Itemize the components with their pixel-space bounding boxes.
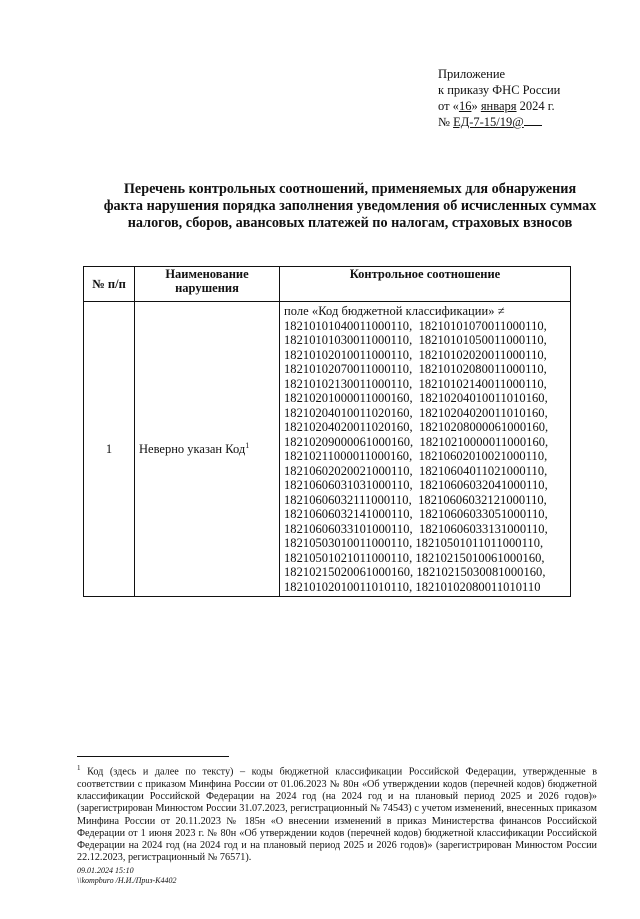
code-line: 18210606031031000110, 18210606032041000110, — [284, 478, 548, 492]
appendix-day: 16 — [458, 99, 472, 113]
code-line: 18210204010011020160, 18210204020011010160, — [284, 405, 548, 420]
underline-filler — [524, 115, 542, 126]
header-number: № п/п — [84, 267, 135, 302]
appendix-label: Приложение — [438, 67, 506, 81]
document-meta — [77, 866, 176, 886]
code-line: 18210204020011020160, 18210208000061000160, — [284, 420, 549, 434]
code-line: 18210503010011000110, 18210501011011000110, — [284, 536, 544, 550]
control-ratios-table — [83, 266, 571, 597]
footnote-separator — [77, 756, 229, 757]
code-line: 18210102010011010110, 18210102080011010110 — [284, 579, 541, 594]
header-control-ratio: Контрольное соотношение — [280, 267, 571, 302]
footnote-mark: 1 — [77, 764, 81, 772]
table-row — [84, 302, 571, 597]
code-line: 18210602020021000110, 18210604011021000110, — [284, 463, 548, 478]
code-line: 18210209000061000160, 18210210000011000160, — [284, 434, 549, 449]
code-line: 18210201000011000160, 18210204010011010160, — [284, 391, 548, 405]
code-line: 18210101030011000110, 18210101050011000110, — [284, 333, 547, 347]
code-line: 18210606033101000110, 18210606033131000110, — [284, 521, 548, 536]
code-line: 18210102010011000110, 18210102020011000110, — [284, 347, 547, 362]
row-violation-name: Неверно указан Код$^1$ — [135, 302, 280, 597]
footnote — [77, 762, 597, 865]
code-line: 18210102130011000110, 18210102140011000110, — [284, 376, 547, 391]
appendix-number: № ЕД-7-15/19@ — [438, 114, 560, 130]
meta-timestamp: 09.01.2024 15:10 — [77, 866, 134, 875]
code-line: 18210102070011000110, 18210102080011000110, — [284, 362, 547, 376]
code-line: 18210211000011000160, 18210602010021000110, — [284, 449, 548, 463]
code-line: 18210606032141000110, 18210606033051000110, — [284, 507, 548, 521]
header-violation-name: Наименование нарушения — [135, 267, 280, 302]
code-line: 18210101040011000110, 18210101070011000110, — [284, 318, 547, 333]
table-header-row — [84, 267, 571, 302]
code-list — [284, 319, 564, 595]
appendix-block — [438, 66, 560, 130]
code-line: 18210215020061000160, 18210215030081000160, — [284, 565, 546, 579]
meta-path: \\kompburo /Н.И./Приз-К4402 — [77, 876, 177, 885]
code-line: 18210501021011000110, 18210215010061000160, — [284, 550, 545, 565]
footnote-ref: 1 — [245, 440, 250, 450]
document-title: Перечень контрольных соотношений, применяемых для обнаружения факта нарушения порядка заполнения уведомления об исчисленных суммах налогов, сборов, авансовых платежей по налогам, страховых взносов — [103, 181, 597, 231]
row-control-ratio — [280, 302, 571, 597]
footnote-text: Код (здесь и далее по тексту) – коды бюджетной классификации Российской Федерации, утвержденные в соответствии с приказом Минфина России от 01.06.2023 № 80н «Об утверждении кодов (перечней кодов) бюджетной классификации Российской Федерации на 2024 год (на 2024 год и на плановый период 2025 и 2026 годов)» (зарегистрирован Минюстом России 31.07.2023, регистрационный № 74543) с учетом изменений, внесенных приказом Минфина России от 20.11.2023 № 185н «О внесении изменений в приказ Министерства финансов Российской Федерации от 1 июня 2023 г. № 80н «Об утверждении кодов (перечней кодов) бюджетной классификации Российской Федерации на 2024 год (на 2024 год и на плановый период 2025 и 2026 годов)» (зарегистрирован Минюстом России 22.12.2023, регистрационный № 76571). — [77, 766, 598, 864]
appendix-month: января — [480, 99, 517, 113]
appendix-date: от «16» января 2024 г. — [438, 99, 555, 113]
row-number: 1 — [84, 302, 135, 597]
appendix-order-ref: к приказу ФНС России — [438, 83, 561, 97]
appendix-number-value: ЕД-7-15/19@ — [453, 115, 524, 129]
control-intro: поле «Код бюджетной классификации» ≠ — [284, 304, 505, 318]
code-line: 18210606032111000110, 18210606032121000110, — [284, 492, 547, 507]
